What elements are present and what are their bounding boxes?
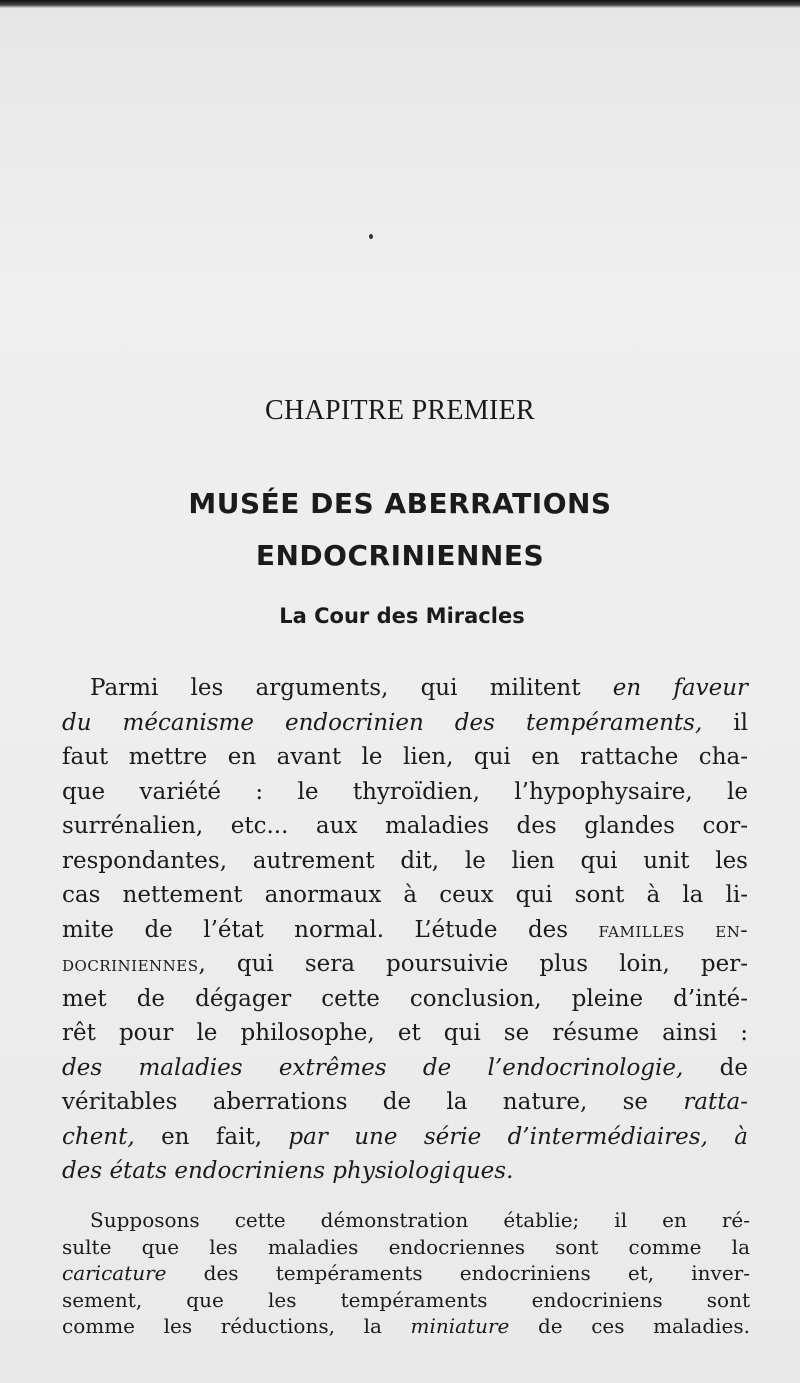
paragraph-1-line-14: chent, en fait, par une série d’intermédiaires, à bbox=[62, 1123, 748, 1150]
paragraph-1-line-13: véritables aberrations de la nature, se ratta- bbox=[62, 1089, 748, 1115]
chapter-title-line-2: ENDOCRINIENNES bbox=[255, 539, 545, 572]
paragraph-1-line-8: mite de l’état normal. L’étude des familles en- bbox=[62, 916, 748, 943]
chapter-title-line-1: MUSÉE DES ABERRATIONS bbox=[188, 487, 612, 520]
paragraph-2-line-5: comme les réductions, la miniature de ces maladies. bbox=[62, 1314, 750, 1338]
page-top-edge bbox=[0, 0, 800, 8]
paragraph-1-line-10: met de dégager cette conclusion, pleine d’inté- bbox=[62, 985, 748, 1012]
section-title: La Cour des Miracles bbox=[279, 604, 525, 628]
paragraph-2-line-4: sement, que les tempéraments endocriniens sont bbox=[62, 1287, 750, 1312]
paragraph-1-line-9: docriniennes, qui sera poursuivie plus loin, per- bbox=[62, 951, 748, 977]
paragraph-1-line-4: que variété : le thyroïdien, l’hypophysaire, le bbox=[62, 778, 748, 805]
paragraph-1-line-6: respondantes, autrement dit, le lien qui unit les bbox=[62, 847, 748, 874]
paragraph-1-line-7: cas nettement anormaux à ceux qui sont à la li- bbox=[62, 882, 748, 908]
paragraph-2-line-2: sulte que les maladies endocriennes sont comme la bbox=[62, 1234, 750, 1259]
paragraph-1 bbox=[62, 671, 748, 1189]
paragraph-1-line-15: des états endocriniens physiologiques. bbox=[62, 1158, 514, 1184]
chapter-title bbox=[0, 478, 800, 582]
paragraph-1-line-11: rêt pour le philosophe, et qui se résume ainsi : bbox=[62, 1020, 748, 1046]
ink-speck bbox=[369, 234, 373, 239]
paragraph-1-line-1: Parmi les arguments, qui militent en faveur bbox=[90, 675, 749, 701]
paragraph-1-line-12: des maladies extrêmes de l’endocrinologie, de bbox=[62, 1054, 748, 1081]
paragraph-1-line-3: faut mettre en avant le lien, qui en rattache cha- bbox=[62, 744, 748, 770]
paragraph-1-line-2: du mécanisme endocrinien des tempéraments, il bbox=[62, 709, 748, 736]
paragraph-2-line-3: caricature des tempéraments endocriniens et, inver- bbox=[62, 1261, 750, 1285]
paragraph-2 bbox=[62, 1207, 750, 1340]
paragraph-1-line-5: surrénalien, etc... aux maladies des glandes cor- bbox=[62, 813, 748, 839]
chapter-label: CHAPITRE PREMIER bbox=[264, 395, 536, 426]
paragraph-2-line-1: Supposons cette démonstration établie; il en ré- bbox=[90, 1208, 750, 1232]
